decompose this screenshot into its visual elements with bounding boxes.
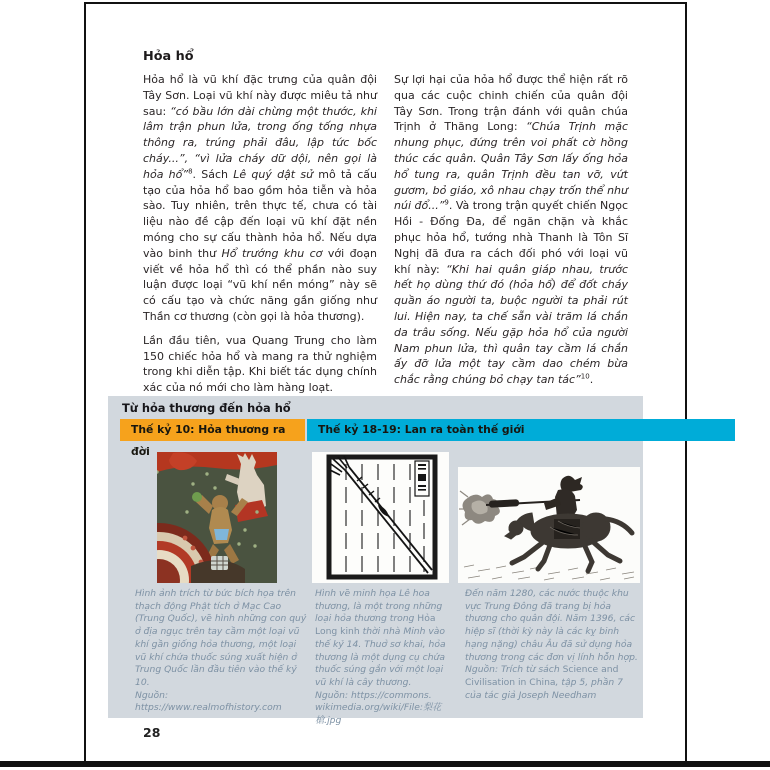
figure-caption: Đến năm 1280, các nước thuộc khu vực Trung Đông đã trang bị hỏa thương cho quân đội. Năm 1396, các hiệp sĩ (thời kỳ này là các kỵ binh hạng nặng) châu Âu đã sử dụng hỏa thương trong các đơn vị lính hỗn hợp. Nguồn: Trích từ sách Science and Civilisation in China, tập 5, phần 7 của tác giả Joseph Needham xyxy=(465,588,638,701)
body-paragraph: Sự lợi hại của hỏa hổ được thể hiện rất rõ qua các cuộc chinh chiến của quân đội Tây Sơn. Trong trận đánh với quân chúa Trịnh ở Thăng Long: “Chúa Trịnh mặc nhung phục, đứng trên voi phất cờ hồng thúc các quân. Quân Tây Sơn lấy ống hỏa hổ tung ra, quân Trịnh đều tan vỡ, vứt gươm, bỏ giáo, xô nhau chạy trốn thể như núi đổ...”$^9$. Và trong trận quyết chiến Ngọc Hồi - Đống Đa, để ngăn chặn và khắc phục hỏa hổ, tướng nhà Thanh là Tôn Sĩ Nghị đã đưa ra cách đối phó với loại vũ khí này: “Khi hai quân giáp nhau, trước hết họ dùng thứ đó (hỏa hổ) để đốt cháy quần áo người ta, buộc người ta phải rút lui. Hiện nay, ta chế sẵn vài trăm lá chắn da trâu sống. Nếu gặp hỏa hổ của người Nam phun lửa, thì quân tay cầm lá chắn ấy đỡ lửa một tay cầm dao chém bừa chắc rằng chúng bỏ chạy tan tác”$^{10}$. xyxy=(394,73,628,387)
figure-caption: Hình vẽ minh họa Lê hoa thương, là một trong những loại hỏa thương trong Hỏa Long kinh thời nhà Minh vào thế kỷ 14. Thuở sơ khai, hỏa thương là một dụng cụ chứa thuốc súng gắn với một loại vũ khí là cây thương. Nguồn: https://commons. wikimedia.org/wiki/File:梨花槍.jpg xyxy=(315,588,446,727)
page-border-top xyxy=(84,2,687,4)
knight-engraving-image xyxy=(458,467,640,583)
article-heading: Hỏa hổ xyxy=(143,49,194,64)
infographic-title: Từ hỏa thương đến hỏa hổ xyxy=(122,401,291,415)
text-column-left xyxy=(143,72,377,404)
infographic-panel xyxy=(108,396,643,727)
timeline-tab-century-10: Thế kỷ 10: Hỏa thương ra đời xyxy=(120,419,305,441)
fire-lance-woodcut-image xyxy=(312,452,449,583)
figure-caption: Hình ảnh trích từ bức bích họa trên thạch động Phật tích ở Mạc Cao (Trung Quốc), vẽ hình những con quỷ ở địa ngục trên tay cầm một loại vũ khí gần giống hỏa thương, một loại vũ khí chứa thuốc súng xuất hiện ở Trung Quốc lần đầu tiên vào thế kỷ 10. Nguồn: https://www.realmofhistory.com xyxy=(135,588,307,714)
page-border-left xyxy=(84,2,86,761)
page-bottom-bar xyxy=(0,761,770,767)
timeline-tab-century-18-19: Thế kỷ 18-19: Lan ra toàn thế giới xyxy=(307,419,735,441)
page-border-right xyxy=(685,2,687,761)
fresco-illustration xyxy=(157,452,277,583)
mogao-fresco-image xyxy=(157,452,277,583)
engraving-illustration xyxy=(458,467,640,583)
body-paragraph: Hỏa hổ là vũ khí đặc trưng của quân đội Tây Sơn. Loại vũ khí này được miêu tả như sau: “có bầu lớn dài chừng một thước, khi lâm trận phun lửa, trong ống tống nhựa thông ra, trúng phải đâu, lập tức bốc cháy...”, “vì lửa cháy dữ dội, nên gọi là hỏa hổ”$^8$. Sách Lê quý dật sử mô tả cấu tạo của hỏa hổ bao gồm hỏa tiễn và hỏa sào. Tuy nhiên, trên thực tế, chưa có tài liệu nào đề cập đến loại vũ khí đặt nền móng cho sự cấu thành hỏa hổ. Nếu dựa vào binh thư Hổ trướng khu cơ với đoạn viết về hỏa hổ thì có thể phần nào suy luận được loại “vũ khí nền móng” này sẽ có cấu tạo và chức năng gần giống như Thần cơ thương (còn gọi là hỏa thương). xyxy=(143,73,377,323)
woodcut-illustration xyxy=(312,452,449,583)
text-column-right xyxy=(394,72,628,396)
page-number: 28 xyxy=(143,725,161,740)
body-paragraph: Lần đầu tiên, vua Quang Trung cho làm 150 chiếc hỏa hổ và mang ra thử nghiệm trong khi diễn tập. Khi biết tác dụng chính xác của nó mới cho làm hàng loạt. xyxy=(143,333,377,395)
